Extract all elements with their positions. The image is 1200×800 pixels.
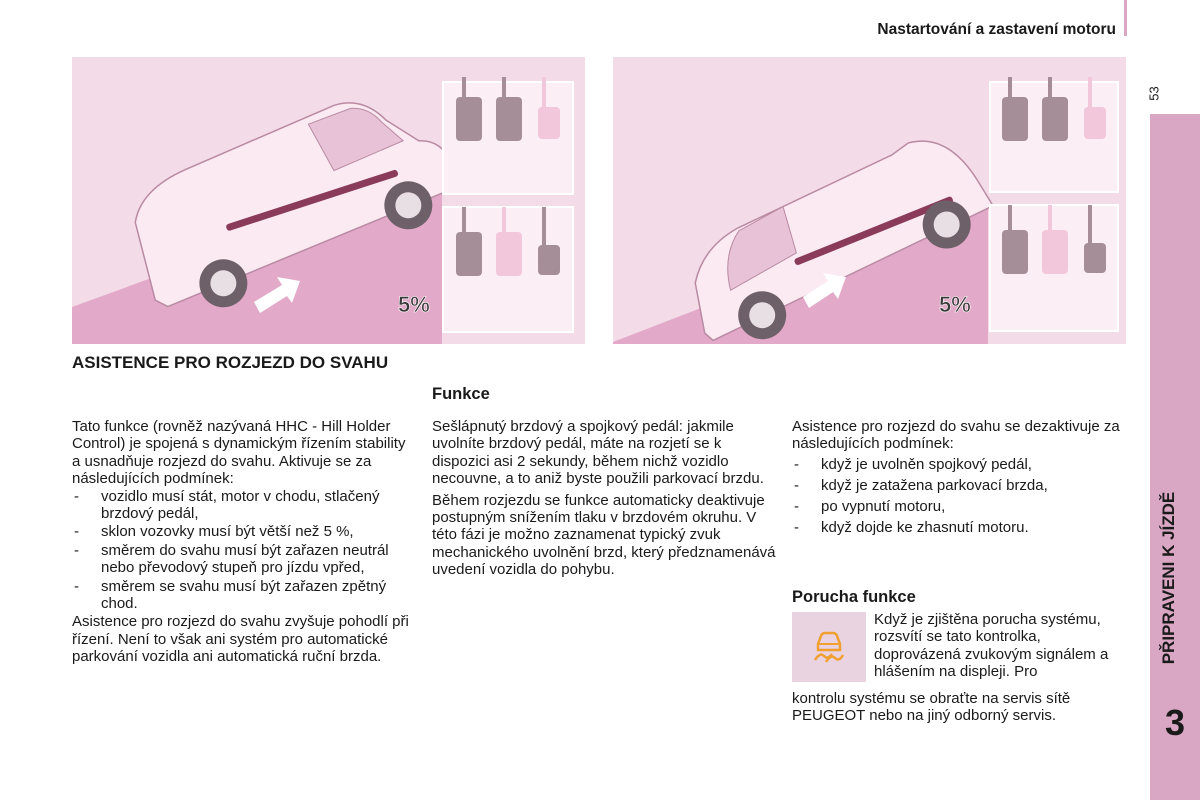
- activation-conditions-list: [72, 488, 417, 613]
- page-number: 53: [1146, 86, 1162, 101]
- col1-intro: Tato funkce (rovněž nazývaná HHC - Hill Holder Control) je spojená s dynamickým řízením stability a usnadňuje rozjezd do svahu. Aktivuje se za následujících podmínek:: [72, 418, 406, 488]
- malfunction-text-continued: kontrolu systému se obraťte na servis sítě PEUGEOT nebo na jiný odborný servis.: [792, 690, 1071, 725]
- list-item: - když je uvolněn spojkový pedál,: [792, 456, 1137, 473]
- column-1: [72, 418, 417, 666]
- col1-outro: Asistence pro rozjezd do svahu zvyšuje pohodlí při řízení. Není to však ani systém pro automatické parkování vozidla ani automatická ruční brzda.: [72, 613, 409, 666]
- list-item: - když dojde ke zhasnutí motoru.: [792, 519, 1137, 536]
- van-uphill-illustration: [72, 57, 585, 344]
- warning-lamp-box: [792, 612, 866, 682]
- malfunction-text: Když je zjištěna porucha systému, rozsvítí se tato kontrolka, doprovázená zvukovým signálem a hlášením na displeji. Pro: [874, 611, 1109, 681]
- list-item: - když je zatažena parkovací brzda,: [792, 477, 1137, 494]
- subsection-title-function: Funkce: [432, 385, 490, 403]
- section-title: ASISTENCE PRO ROZJEZD DO SVAHU: [72, 353, 389, 372]
- col2-paragraph-1: Sešlápnutý brzdový a spojkový pedál: jakmile uvolníte brzdový pedál, máte na rozjetí se k dispozici asi 2 sekundy, během nichž vozidlo necouvne, a to aniž byste použili parkovací brzdu.: [432, 418, 764, 488]
- list-item: - sklon vozovky musí být větší než 5 %,: [72, 523, 417, 540]
- column-2: [432, 418, 777, 579]
- deactivation-conditions-list: [792, 456, 1137, 536]
- col3-intro: Asistence pro rozjezd do svahu se dezaktivuje za následujících podmínek:: [792, 418, 1120, 453]
- column-3: [792, 418, 1137, 539]
- list-item: - směrem do svahu musí být zařazen neutrál nebo převodový stupeň pro jízdu vpřed,: [72, 542, 417, 577]
- hill-start-figure-reverse: [613, 57, 1126, 344]
- skid-warning-icon: [810, 630, 848, 664]
- header-divider: [1124, 0, 1127, 36]
- slope-percent-label: 5%: [398, 292, 430, 317]
- chapter-heading: Nastartování a zastavení motoru: [877, 21, 1116, 38]
- slope-percent-label: 5%: [939, 292, 971, 317]
- list-item: - vozidlo musí stát, motor v chodu, stlačený brzdový pedál,: [72, 488, 417, 523]
- list-item: - směrem se svahu musí být zařazen zpětný chod.: [72, 578, 417, 613]
- chapter-number: 3: [1164, 702, 1186, 743]
- van-downhill-facing-illustration: [613, 57, 1126, 344]
- chapter-side-tab-label: PŘIPRAVENI K JÍZDĚ: [1159, 491, 1178, 665]
- col2-paragraph-2: Během rozjezdu se funkce automaticky deaktivuje postupným snížením tlaku v brzdovém okruhu. V této fázi je možno zaznamenat typický zvuk mechanického uvolnění brzd, který předznamenává uvedení vozidla do pohybu.: [432, 491, 776, 579]
- hill-start-figure-forward: [72, 57, 585, 344]
- chapter-side-tab: [1150, 114, 1200, 800]
- subsection-title-malfunction: Porucha funkce: [792, 588, 916, 606]
- list-item: - po vypnutí motoru,: [792, 498, 1137, 515]
